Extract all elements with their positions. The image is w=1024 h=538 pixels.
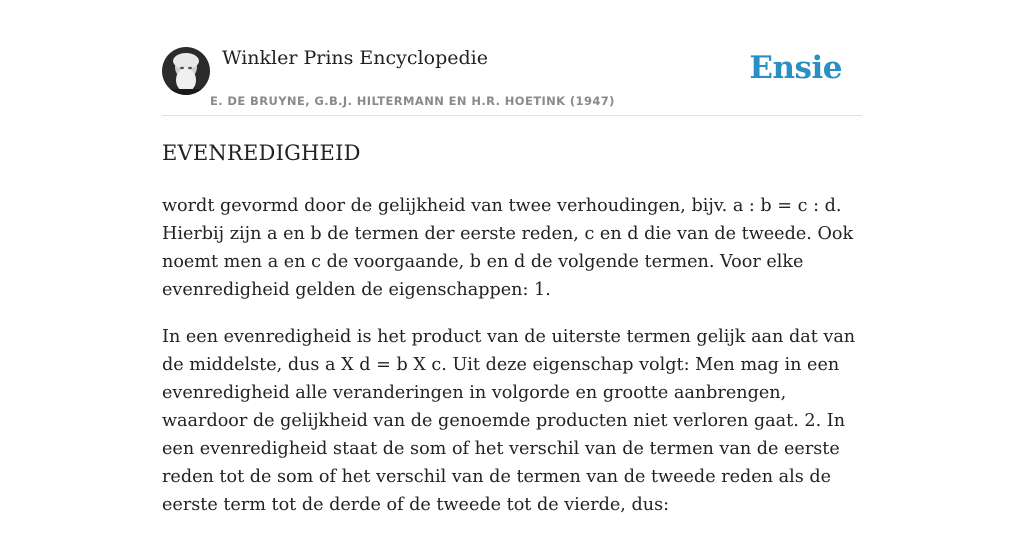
authors-line: E. DE BRUYNE, G.B.J. HILTERMANN EN H.R. HOETINK (1947) <box>210 94 615 108</box>
header-divider <box>162 115 862 116</box>
portrait-icon <box>162 47 210 95</box>
paragraph: In een evenredigheid is het product van de uiterste termen gelijk aan dat van de middelste, dus a X d = b X c. Uit deze eigenschap volgt: Men mag in een evenredigheid alle veranderingen in volgorde en grootte aanbrengen, waardoor de gelijkheid van de genoemde producten niet verloren gaat. 2. In een evenredigheid staat de som of het verschil van de termen van de eerste reden tot de som of het verschil van de termen van de tweede reden als de eerste term tot de derde of de tweede tot de vierde, dus: <box>162 327 856 515</box>
paragraph: wordt gevormd door de gelijkheid van twee verhoudingen, bijv. a : b = c : d. Hierbij zijn a en b de termen der eerste reden, c en d die van de tweede. Ook noemt men a en c de voorgaande, b en d de volgende termen. Voor elke evenredigheid gelden de eigenschappen: 1. <box>162 196 854 300</box>
article-body <box>162 192 864 538</box>
avatar[interactable] <box>162 47 210 95</box>
entry-title: EVENREDIGHEID <box>162 141 361 165</box>
brand-logo[interactable]: Ensie <box>749 50 842 86</box>
header <box>162 44 862 116</box>
source-title[interactable]: Winkler Prins Encyclopedie <box>222 47 488 69</box>
